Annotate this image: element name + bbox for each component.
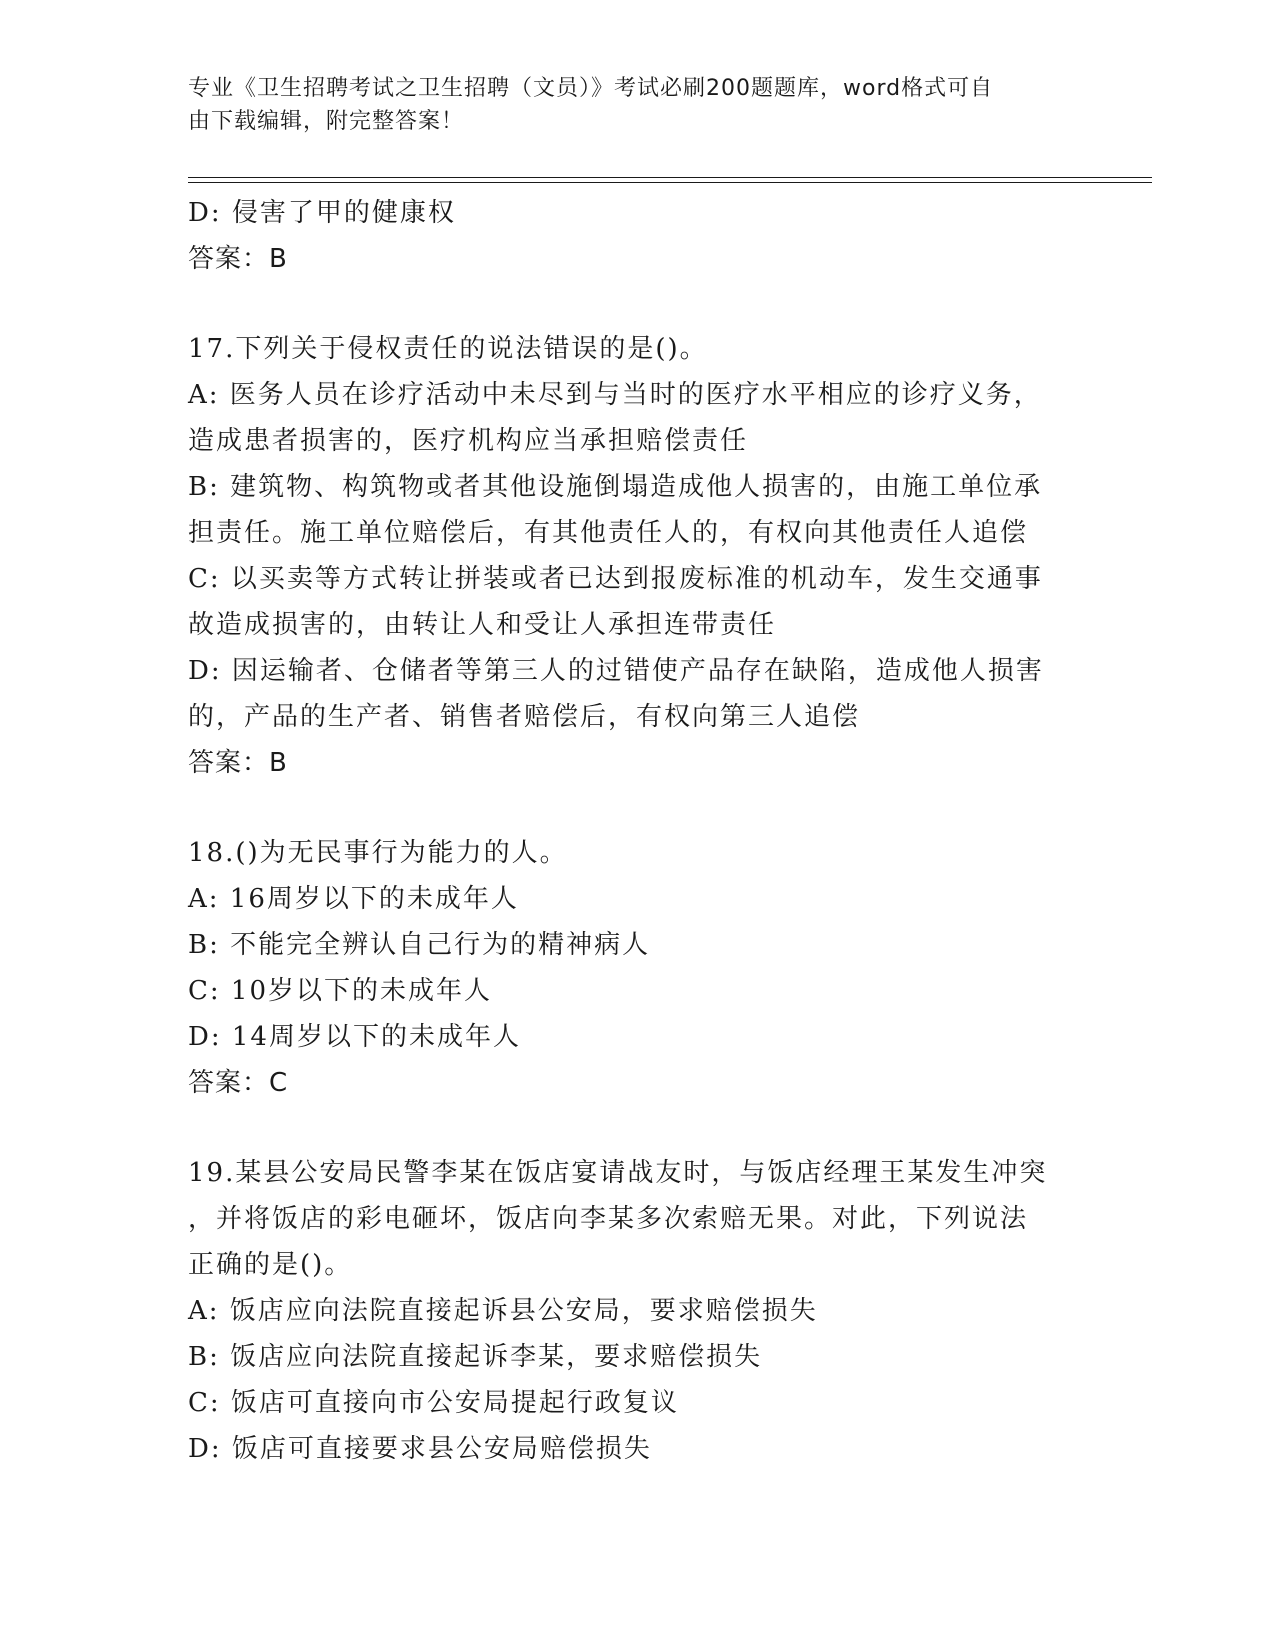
- page-header: [188, 72, 1068, 138]
- header-line-2: 由下载编辑，附完整答案！: [188, 109, 465, 134]
- option-b: B: 饭店应向法院直接起诉李某，要求赔偿损失: [188, 1342, 763, 1372]
- answer: 答案：B: [188, 748, 288, 778]
- question-16-tail: [188, 190, 1088, 282]
- question-stem-line-2: ，并将饭店的彩电砸坏，饭店向李某多次索赔无果。对此，下列说法: [188, 1204, 1029, 1234]
- header-rule-top: [188, 177, 1152, 178]
- question-stem: 18.()为无民事行为能力的人。: [188, 838, 568, 868]
- option-d: D: 侵害了甲的健康权: [188, 198, 456, 228]
- option-a: A: 16周岁以下的未成年人: [188, 884, 519, 914]
- option-d-line-1: D: 因运输者、仓储者等第三人的过错使产品存在缺陷，造成他人损害: [188, 656, 1044, 686]
- option-d-line-2: 的，产品的生产者、销售者赔偿后，有权向第三人追偿: [188, 702, 861, 732]
- header-line-1: 专业《卫生招聘考试之卫生招聘（文员）》考试必刷200题题库，word格式可自: [188, 76, 994, 101]
- question-stem-line-1: 19.某县公安局民警李某在饭店宴请战友时，与饭店经理王某发生冲突: [188, 1158, 1048, 1188]
- option-b-line-2: 担责任。施工单位赔偿后，有其他责任人的，有权向其他责任人追偿: [188, 518, 1029, 548]
- option-c: C: 饭店可直接向市公安局提起行政复议: [188, 1388, 679, 1418]
- option-d: D: 饭店可直接要求县公安局赔偿损失: [188, 1434, 652, 1464]
- header-rule-bottom: [188, 182, 1152, 183]
- answer: 答案：C: [188, 1068, 289, 1098]
- option-a-line-1: A: 医务人员在诊疗活动中未尽到与当时的医疗水平相应的诊疗义务，: [188, 380, 1042, 410]
- option-c-line-2: 故造成损害的，由转让人和受让人承担连带责任: [188, 610, 777, 640]
- option-d: D: 14周岁以下的未成年人: [188, 1022, 521, 1052]
- answer: 答案：B: [188, 244, 288, 274]
- question-17: [188, 326, 1088, 786]
- question-stem: 17.下列关于侵权责任的说法错误的是()。: [188, 334, 708, 364]
- option-c-line-1: C: 以买卖等方式转让拼装或者已达到报废标准的机动车，发生交通事: [188, 564, 1043, 594]
- question-stem-line-3: 正确的是()。: [188, 1250, 353, 1280]
- option-b-line-1: B: 建筑物、构筑物或者其他设施倒塌造成他人损害的，由施工单位承: [188, 472, 1043, 502]
- question-content: [188, 190, 1088, 1472]
- option-c: C: 10岁以下的未成年人: [188, 976, 493, 1006]
- question-19: [188, 1150, 1088, 1472]
- question-18: [188, 830, 1088, 1106]
- option-a-line-2: 造成患者损害的，医疗机构应当承担赔偿责任: [188, 426, 749, 456]
- option-b: B: 不能完全辨认自己行为的精神病人: [188, 930, 651, 960]
- option-a: A: 饭店应向法院直接起诉县公安局，要求赔偿损失: [188, 1296, 818, 1326]
